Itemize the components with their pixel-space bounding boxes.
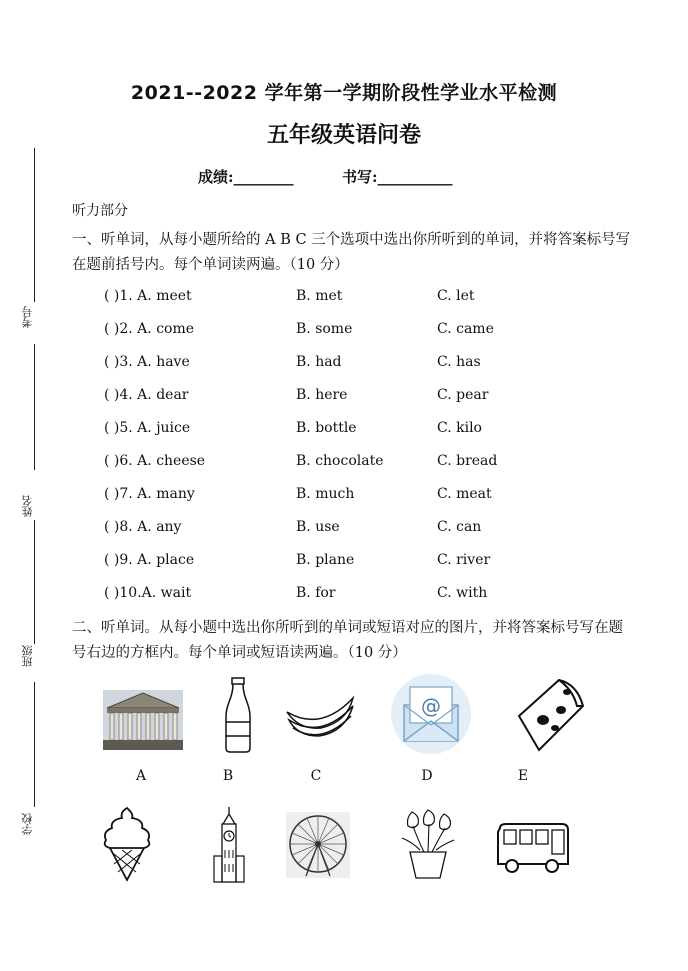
question-option-a: ( )10.A. wait <box>104 585 192 601</box>
question-option-c: C. kilo <box>437 420 482 436</box>
part2-instruction: 二、听单词。从每小题中选出你所听到的单词或短语对应的图片，并将答案标号写在题号右边的方框内。每个单词或短语读两遍。（10 分） <box>72 620 623 661</box>
margin-label-class: 班级 <box>21 645 34 667</box>
picture-label-e: E <box>517 768 529 784</box>
bottle-picture <box>218 676 258 754</box>
bus-picture <box>494 820 570 876</box>
question-option-b: B. much <box>296 486 355 502</box>
question-option-a: ( )2. A. come <box>104 321 195 337</box>
score-field: 成绩:________ <box>198 168 294 186</box>
part1-instruction: 一、听单词，从每小题所给的 A B C 三个选项中选出你所听到的单词，并将答案标号写在题前括号内。每个单词读两遍。（10 分） <box>72 232 631 273</box>
exam-subtitle: 五年级英语问卷 <box>266 123 421 148</box>
picture-label-a: A <box>135 768 147 784</box>
margin-line <box>34 344 35 470</box>
question-option-a: ( )8. A. any <box>104 519 182 535</box>
picture-label-c: C <box>310 768 322 784</box>
tulips-picture <box>396 808 460 880</box>
question-option-b: B. bottle <box>296 420 357 436</box>
section-heading-listening: 听力部分 <box>72 203 128 219</box>
question-option-b: B. met <box>296 288 343 304</box>
question-option-a: ( )3. A. have <box>104 354 190 370</box>
clock-tower-picture <box>210 806 248 882</box>
ferris-wheel-picture <box>286 812 350 878</box>
question-option-b: B. some <box>296 321 353 337</box>
question-option-b: B. chocolate <box>296 453 384 469</box>
picture-label-b: B <box>222 768 234 784</box>
question-option-c: C. meat <box>437 486 492 502</box>
margin-label-school: 学校 <box>21 813 34 835</box>
question-option-c: C. pear <box>437 387 489 403</box>
bananas-picture <box>285 692 357 742</box>
margin-line <box>34 520 35 644</box>
exam-title: 2021--2022 学年第一学期阶段性学业水平检测 <box>130 82 558 104</box>
question-option-a: ( )7. A. many <box>104 486 195 502</box>
margin-label-name: 姓名 <box>21 495 34 517</box>
writing-field: 书写:__________ <box>342 168 453 186</box>
question-option-b: B. plane <box>296 552 355 568</box>
margin-label-exam-number: 考号 <box>21 306 34 328</box>
question-option-c: C. with <box>437 585 488 601</box>
question-option-b: B. had <box>296 354 342 370</box>
svg-text:@: @ <box>421 694 441 718</box>
question-option-b: B. for <box>296 585 336 601</box>
margin-line <box>34 682 35 807</box>
question-option-c: C. river <box>437 552 491 568</box>
email-picture <box>390 673 472 755</box>
question-option-a: ( )5. A. juice <box>104 420 191 436</box>
question-option-a: ( )1. A. meet <box>104 288 192 304</box>
question-option-a: ( )4. A. dear <box>104 387 189 403</box>
ice-cream-picture <box>100 806 154 882</box>
question-option-c: C. let <box>437 288 475 304</box>
question-option-a: ( )9. A. place <box>104 552 195 568</box>
museum-picture <box>103 690 183 750</box>
question-option-b: B. use <box>296 519 340 535</box>
question-option-c: C. bread <box>437 453 498 469</box>
question-option-c: C. has <box>437 354 481 370</box>
question-option-c: C. came <box>437 321 494 337</box>
question-option-a: ( )6. A. cheese <box>104 453 206 469</box>
question-option-b: B. here <box>296 387 348 403</box>
margin-line <box>34 148 35 302</box>
question-option-c: C. can <box>437 519 482 535</box>
picture-label-d: D <box>421 768 433 784</box>
cheese-picture <box>515 676 587 752</box>
